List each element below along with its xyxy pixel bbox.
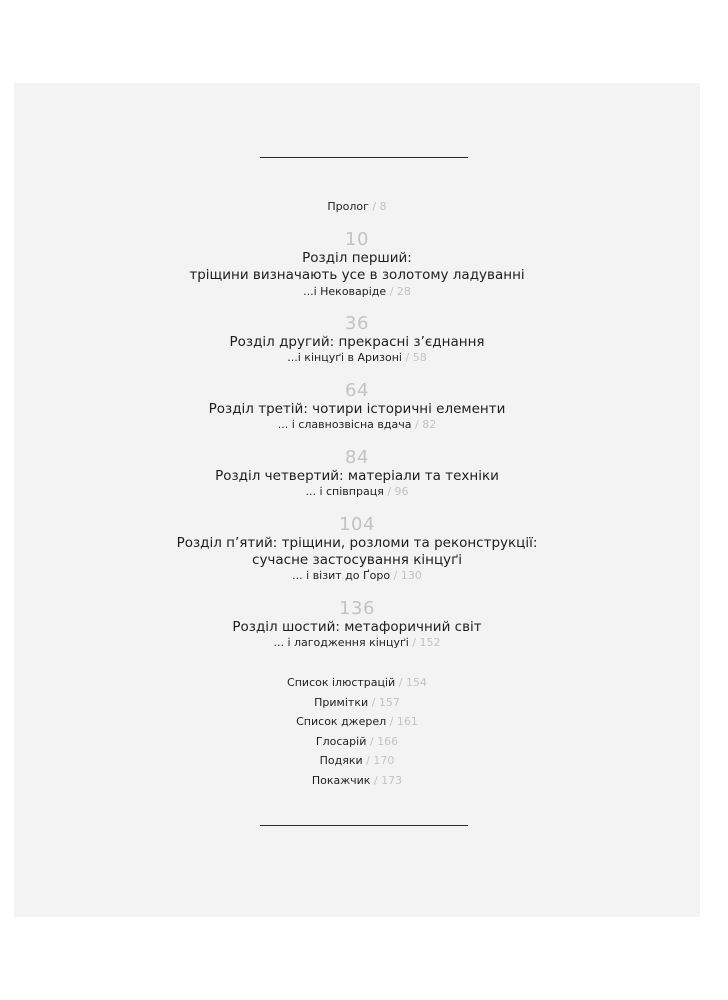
chapter-start-page: 84 [345,447,369,468]
chapter-start-page: 136 [339,598,375,619]
entry-label: Список ілюстрацій [287,676,396,689]
chapter-title[interactable]: Розділ четвертий: матеріали та техніки [215,468,499,484]
page-number: 166 [377,735,399,748]
chapter-title[interactable]: Розділ перший: [302,250,412,266]
chapter-title[interactable]: Розділ шостий: метафоричний світ [232,619,482,635]
page-number: 8 [379,200,387,213]
separator: / [373,774,378,787]
chapter-subtitle[interactable] [14,636,700,649]
separator: / [393,569,398,582]
chapter-start-page: 36 [345,313,369,334]
page-number: 82 [422,418,437,431]
separator: / [414,418,419,431]
page-number: 96 [394,485,409,498]
entry-label: Список джерел [296,715,387,728]
subtitle-text: ...і кінцуґі в Аризоні [287,351,402,364]
toc-entry-glossary[interactable] [14,735,700,748]
separator: / [372,200,377,213]
chapter-title[interactable]: Розділ третій: чотири історичні елементи [208,401,506,417]
chapter-subtitle[interactable] [14,418,700,431]
page-number: 130 [400,569,422,582]
chapter-title[interactable]: тріщини визначають усе в золотому ладуванні [189,267,525,283]
chapter-title[interactable]: Розділ другий: прекрасні з’єднання [229,334,485,350]
page-number: 173 [381,774,403,787]
bottom-rule [260,825,468,826]
entry-label: Глосарій [315,735,367,748]
top-rule [260,157,468,158]
separator: / [405,351,410,364]
chapter-title[interactable]: сучасне застосування кінцуґі [252,552,462,568]
page-number: 154 [405,676,427,689]
subtitle-text: ... і лагодження кінцуґі [273,636,409,649]
separator: / [412,636,417,649]
toc-entry-notes[interactable] [14,696,700,709]
page-number: 152 [419,636,441,649]
page-number: 28 [396,285,411,298]
toc-entry-prologue[interactable] [14,200,700,213]
chapter-title[interactable]: Розділ п’ятий: тріщини, розломи та реконструкції: [176,535,538,551]
subtitle-text: ... і візит до Ґоро [292,569,391,582]
entry-label: Подяки [319,754,363,767]
separator: / [398,676,403,689]
subtitle-text: ...і Нековаріде [303,285,387,298]
book-page [14,83,700,917]
entry-label: Покажчик [311,774,371,787]
toc-entry-sources[interactable] [14,715,700,728]
separator: / [389,715,394,728]
separator: / [387,485,392,498]
toc-entry-illustrations[interactable] [14,676,700,689]
page-number: 170 [373,754,395,767]
subtitle-text: ... і славнозвісна вдача [277,418,412,431]
chapter-subtitle[interactable] [14,285,700,298]
separator: / [371,696,376,709]
toc-entry-index[interactable] [14,774,700,787]
separator: / [369,735,374,748]
separator: / [366,754,370,767]
separator: / [389,285,394,298]
chapter-subtitle[interactable] [14,569,700,582]
page-number: 58 [412,351,427,364]
page-number: 161 [396,715,418,728]
toc-entry-acknowledgements[interactable] [14,754,700,767]
chapter-subtitle[interactable] [14,485,700,498]
chapter-start-page: 10 [345,229,369,250]
page-number: 157 [378,696,400,709]
chapter-subtitle[interactable] [14,351,700,364]
entry-label: Пролог [327,200,369,213]
subtitle-text: ... і співпраця [305,485,384,498]
chapter-start-page: 104 [339,514,375,535]
entry-label: Примітки [314,696,369,709]
chapter-start-page: 64 [345,380,369,401]
